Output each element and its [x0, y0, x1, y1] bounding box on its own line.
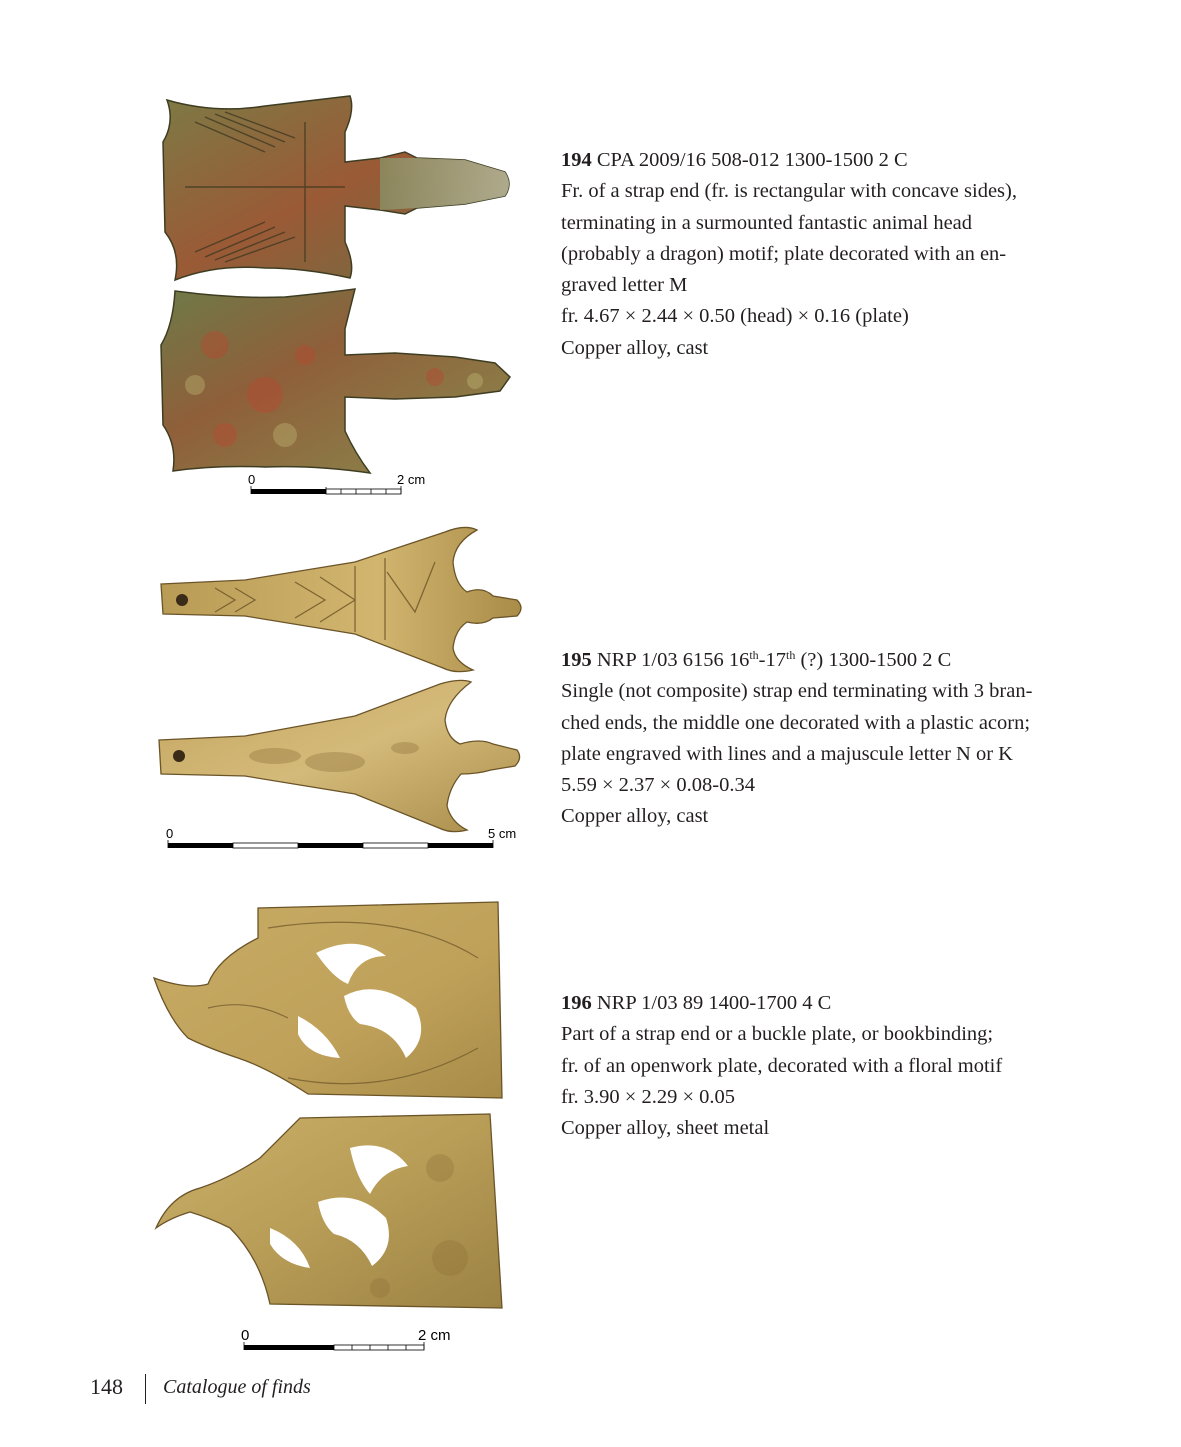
entry-195-heading	[561, 645, 1081, 676]
entry-195-header-mid: -17	[758, 649, 786, 671]
entry-195-header-pre: NRP 1/03 6156 16	[596, 649, 750, 671]
scalebar-196-end: 2 cm	[418, 1327, 451, 1344]
entry-196-header: NRP 1/03 89 1400-1700 4 C	[596, 992, 832, 1014]
scalebar-194	[245, 472, 435, 498]
entry-195-line: ched ends, the middle one decorated with a plastic acorn;	[561, 711, 1031, 734]
entry-195-header-post: (?) 1300-1500 2 C	[795, 649, 952, 671]
entry-196-heading	[561, 988, 1081, 1019]
scalebar-196	[238, 1326, 468, 1354]
figure-195-back	[155, 678, 530, 838]
figure-196-front	[148, 898, 508, 1108]
entry-196-dimensions: fr. 3.90 × 2.29 × 0.05	[561, 1085, 736, 1108]
running-footer-title: Catalogue of finds	[163, 1376, 311, 1398]
entry-194-material: Copper alloy, cast	[561, 336, 709, 359]
footer-divider	[145, 1374, 146, 1404]
entry-195-number: 195	[561, 649, 592, 671]
entry-195-line: plate engraved with lines and a majuscule letter N or K	[561, 742, 1013, 765]
catalogue-entry-195	[561, 645, 1081, 833]
scalebar-194-start: 0	[248, 472, 256, 487]
entry-195-line: Single (not composite) strap end terminating with 3 bran-	[561, 680, 1033, 703]
entry-194-number: 194	[561, 149, 592, 171]
entry-195-sup1: th	[749, 648, 759, 662]
scalebar-195-end: 5 cm	[488, 826, 517, 841]
entry-194-line: Fr. of a strap end (fr. is rectangular with concave sides),	[561, 180, 1017, 203]
entry-196-material: Copper alloy, sheet metal	[561, 1117, 770, 1140]
catalogue-entry-196	[561, 988, 1081, 1144]
scalebar-196-start: 0	[241, 1327, 250, 1344]
entry-194-dimensions: fr. 4.67 × 2.44 × 0.50 (head) × 0.16 (plate)	[561, 305, 909, 328]
scalebar-194-end: 2 cm	[397, 472, 426, 487]
entry-195-sup2: th	[786, 648, 796, 662]
figure-196-back	[150, 1108, 510, 1318]
entry-194-line: (probably a dragon) motif; plate decorated with an en-	[561, 242, 1007, 265]
catalogue-entry-194	[561, 145, 1081, 364]
scalebar-195-start: 0	[166, 826, 174, 841]
entry-194-heading	[561, 145, 1081, 176]
entry-196-line: Part of a strap end or a buckle plate, or bookbinding;	[561, 1023, 994, 1046]
entry-195-material: Copper alloy, cast	[561, 805, 709, 828]
entry-196-line: fr. of an openwork plate, decorated with a floral motif	[561, 1054, 1003, 1077]
entry-194-header: CPA 2009/16 508-012 1300-1500 2 C	[596, 149, 908, 171]
figure-194-back	[155, 285, 525, 480]
entry-194-line: terminating in a surmounted fantastic animal head	[561, 211, 973, 234]
scalebar-195	[162, 826, 522, 852]
figure-195-front	[155, 522, 530, 677]
entry-195-dimensions: 5.59 × 2.37 × 0.08-0.34	[561, 774, 755, 797]
figure-194-front	[155, 92, 525, 287]
page-number: 148	[90, 1374, 123, 1399]
entry-196-number: 196	[561, 992, 592, 1014]
entry-194-line: graved letter M	[561, 274, 688, 297]
